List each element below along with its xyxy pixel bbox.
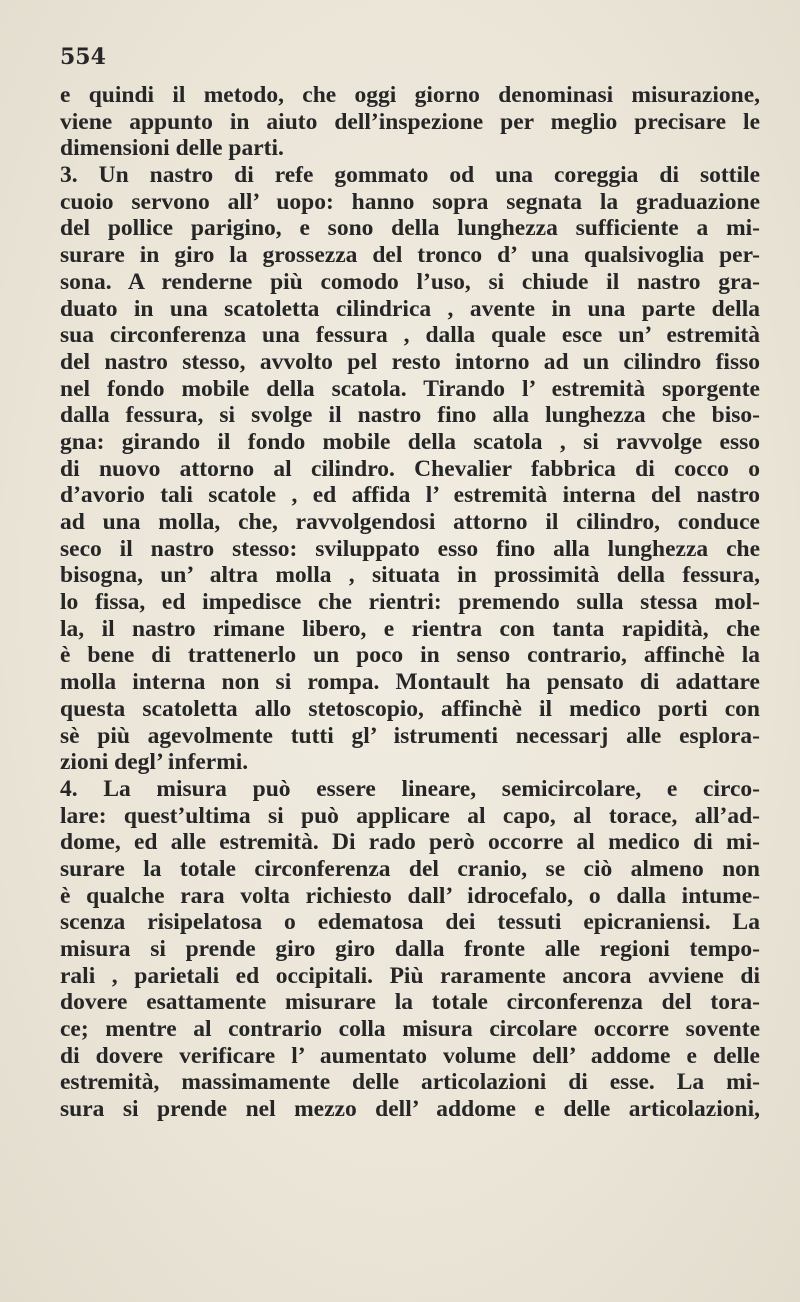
text-line: estremità, massimamente delle articolazioni di esse. La mi- — [60, 1069, 760, 1096]
text-line: scenza risipelatosa o edematosa dei tessuti epicraniensi. La — [60, 909, 760, 936]
text-line: seco il nastro stesso: sviluppato esso fino alla lunghezza che — [60, 535, 760, 562]
text-line: viene appunto in aiuto dell’inspezione per meglio precisare le — [60, 108, 760, 135]
text-line: di dovere verificare l’ aumentato volume dell’ addome e delle — [60, 1042, 760, 1069]
text-line: dome, ed alle estremità. Di rado però occorre al medico di mi- — [60, 829, 760, 856]
text-line: gna: girando il fondo mobile della scatola , si ravvolge esso — [60, 428, 760, 455]
text-line: misura si prende giro giro dalla fronte alle regioni tempo- — [60, 936, 760, 962]
text-body — [60, 82, 760, 1123]
text-line: è bene di trattenerlo un poco in senso contrario, affinchè la — [60, 642, 760, 669]
text-line: 4. La misura può essere lineare, semicircolare, e circo- — [60, 775, 760, 802]
text-line: sè più agevolmente tutti gl’ istrumenti necessarj alle esplora- — [60, 722, 760, 749]
text-line: sura si prende nel mezzo dell’ addome e delle articolazioni, — [60, 1096, 760, 1123]
text-line: cuoio servono all’ uopo: hanno sopra segnata la graduazione — [60, 188, 760, 215]
text-line: è qualche rara volta richiesto dall’ idrocefalo, o dalla intume- — [60, 882, 760, 909]
text-line: dovere esattamente misurare la totale circonferenza del tora- — [60, 989, 760, 1016]
text-line: lo fissa, ed impedisce che rientri: premendo sulla stessa mol- — [60, 589, 760, 616]
text-line: duato in una scatoletta cilindrica , avente in una parte della — [60, 295, 760, 322]
text-line: molla interna non si rompa. Montault ha pensato di adattare — [60, 669, 760, 696]
text-line: surare la totale circonferenza del cranio, se ciò almeno non — [60, 855, 760, 882]
page-number: 554 — [60, 44, 106, 70]
text-line: rali , parietali ed occipitali. Più raramente ancora avviene di — [60, 962, 760, 989]
text-line: del nastro stesso, avvolto pel resto intorno ad un cilindro fisso — [60, 348, 760, 375]
text-line: ad una molla, che, ravvolgendosi attorno il cilindro, conduce — [60, 509, 760, 535]
text-line: questa scatoletta allo stetoscopio, affinchè il medico porti con — [60, 695, 760, 722]
text-line: del pollice parigino, e sono della lunghezza sufficiente a mi- — [60, 215, 760, 242]
text-line: d’avorio tali scatole , ed affida l’ estremità interna del nastro — [60, 482, 760, 509]
text-line: dalla fessura, si svolge il nastro fino alla lunghezza che biso- — [60, 402, 760, 429]
text-line: e quindi il metodo, che oggi giorno denominasi misurazione, — [60, 82, 760, 108]
text-line: 3. Un nastro di refe gommato od una coreggia di sottile — [60, 162, 760, 189]
text-line: bisogna, un’ altra molla , situata in prossimità della fessura, — [60, 562, 760, 589]
text-line: ce; mentre al contrario colla misura circolare occorre sovente — [60, 1016, 760, 1043]
text-line: surare in giro la grossezza del tronco d’ una qualsivoglia per- — [60, 242, 760, 269]
text-line: sona. A renderne più comodo l’uso, si chiude il nastro gra- — [60, 268, 760, 295]
text-line: lare: quest’ultima si può applicare al capo, al torace, all’ad- — [60, 802, 760, 829]
text-line: la, il nastro rimane libero, e rientra con tanta rapidità, che — [60, 615, 760, 642]
text-line: nel fondo mobile della scatola. Tirando l’ estremità sporgente — [60, 375, 760, 402]
text-line: sua circonferenza una fessura , dalla quale esce un’ estremità — [60, 322, 760, 349]
text-line: zioni degl’ infermi. — [60, 749, 249, 776]
text-line: di nuovo attorno al cilindro. Chevalier fabbrica di cocco o — [60, 455, 760, 482]
text-line: dimensioni delle parti. — [60, 135, 284, 162]
